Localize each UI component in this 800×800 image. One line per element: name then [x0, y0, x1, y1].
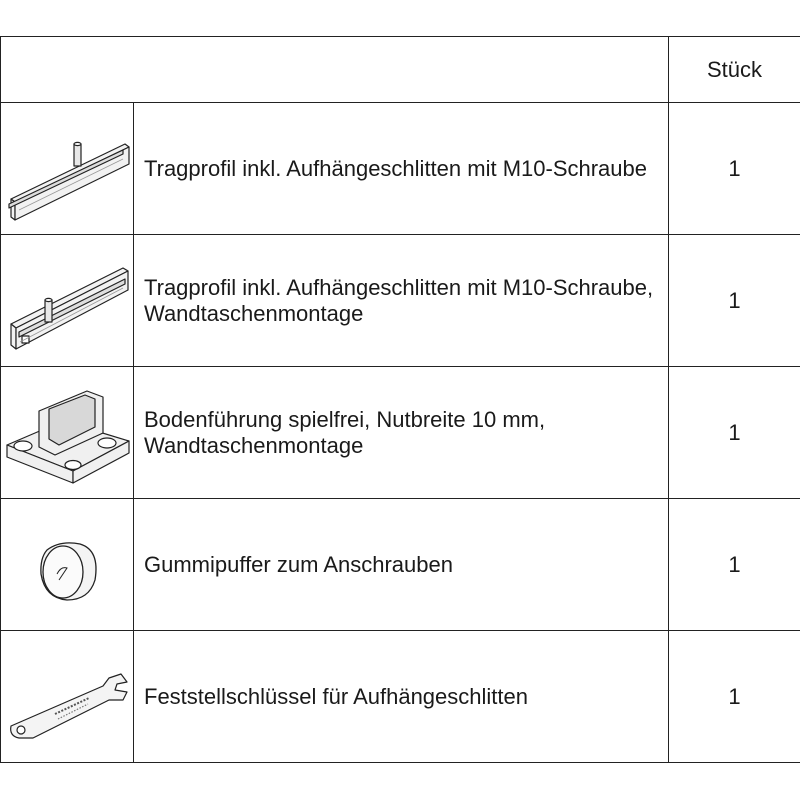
item-description: Tragprofil inkl. Aufhängeschlitten mit M10-Schraube, Wandtaschenmontage [134, 235, 669, 367]
image-cell [1, 235, 134, 367]
header-quantity-label: Stück [669, 37, 800, 103]
table-row [1, 499, 800, 631]
table-row [1, 235, 800, 367]
rail-profile-pocket-icon [5, 246, 130, 356]
item-description: Tragprofil inkl. Aufhängeschlitten mit M10-Schraube [134, 103, 669, 235]
rubber-buffer-icon [5, 510, 130, 620]
item-description: Gummipuffer zum Anschrauben [134, 499, 669, 631]
rail-profile-icon [5, 114, 130, 224]
table-row [1, 103, 800, 235]
image-cell [1, 367, 134, 499]
item-description: Bodenführung spielfrei, Nutbreite 10 mm, Wandtaschenmontage [134, 367, 669, 499]
locking-wrench-icon [3, 642, 131, 752]
image-cell [1, 103, 134, 235]
table-row [1, 367, 800, 499]
item-quantity: 1 [669, 235, 800, 367]
image-cell [1, 499, 134, 631]
item-quantity: 1 [669, 367, 800, 499]
parts-table [0, 36, 800, 763]
item-quantity: 1 [669, 103, 800, 235]
item-description: Feststellschlüssel für Aufhängeschlitten [134, 631, 669, 763]
item-quantity: 1 [669, 631, 800, 763]
item-quantity: 1 [669, 499, 800, 631]
floor-guide-icon [3, 373, 131, 493]
image-cell [1, 631, 134, 763]
table-header-row [1, 37, 800, 103]
table-row [1, 631, 800, 763]
header-empty-cell [1, 37, 669, 103]
